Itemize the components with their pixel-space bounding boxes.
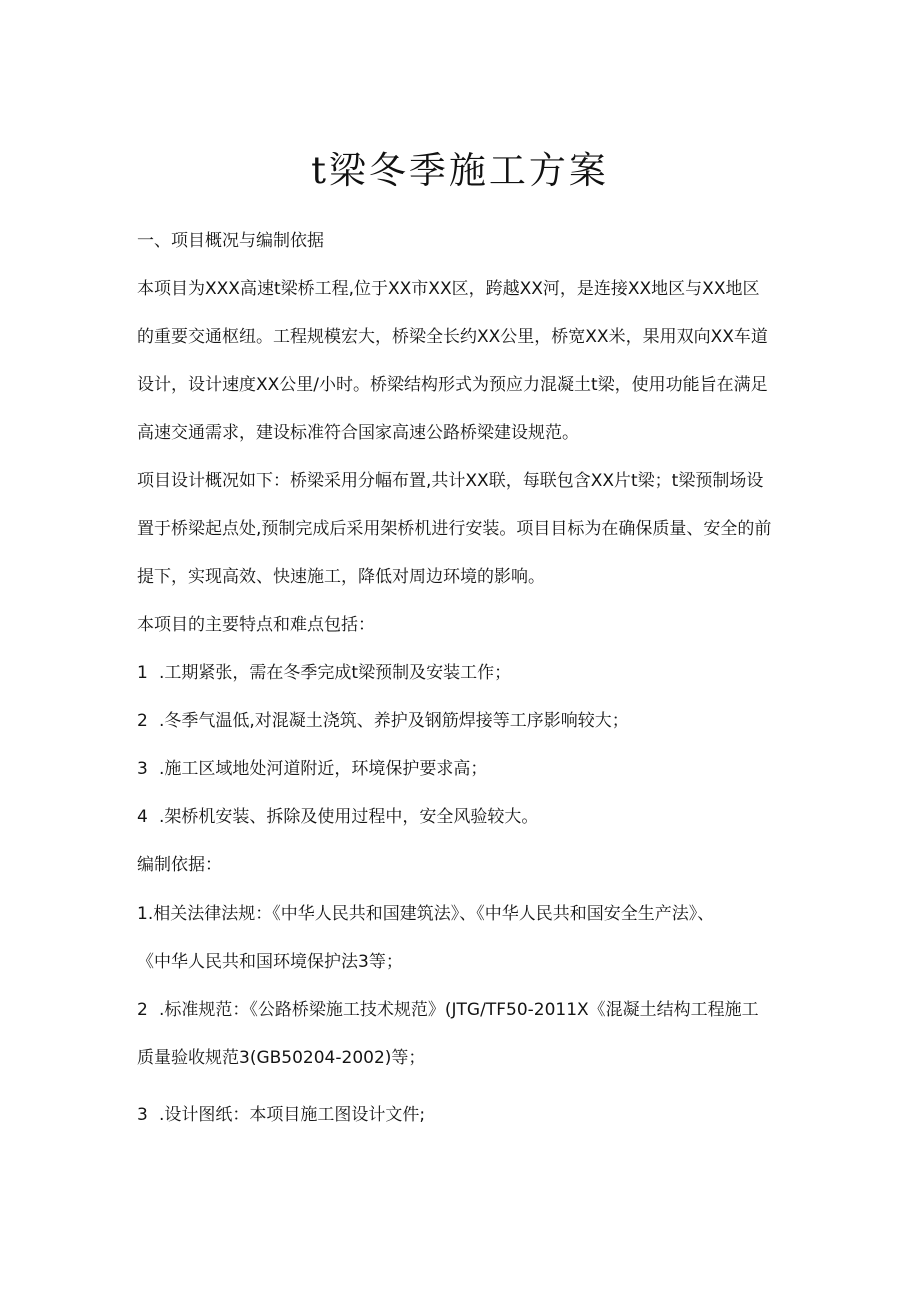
list-text: .设计图纸：本项目施工图设计文件; bbox=[159, 1105, 426, 1125]
list-number: 3 bbox=[137, 1105, 148, 1125]
paragraph-line: 质量验收规范3(GB50204-2002)等； bbox=[137, 1048, 426, 1068]
paragraph-line: 本项目为XXX高速t梁桥工程,位于XX市XX区，跨越XX河，是连接XX地区与XX地区 bbox=[137, 279, 760, 299]
list-number: 1 bbox=[137, 663, 148, 683]
list-item bbox=[137, 1103, 425, 1127]
list-number: 3 bbox=[137, 759, 148, 779]
list-item bbox=[137, 998, 759, 1022]
paragraph-line: 本项目的主要特点和难点包括： bbox=[137, 615, 375, 635]
list-text: .施工区域地处河道附近，环境保护要求高； bbox=[159, 759, 488, 779]
paragraph-line: 设计，设计速度XX公里/小时。桥梁结构形式为预应力混凝土t梁，使用功能旨在满足 bbox=[137, 375, 768, 395]
paragraph-line: 《中华人民共和国环境保护法3等； bbox=[137, 952, 403, 972]
list-text: .工期紧张，需在冬季完成t梁预制及安装工作； bbox=[159, 663, 512, 683]
paragraph-line: 1.相关法律法规：《中华人民共和国建筑法》、《中华人民共和国安全生产法》、 bbox=[137, 904, 715, 924]
list-item bbox=[137, 661, 511, 685]
list-text: .冬季气温低,对混凝土浇筑、养护及钢筋焊接等工序影响较大； bbox=[159, 711, 629, 731]
paragraph-line: 编制依据： bbox=[137, 855, 222, 875]
paragraph-line: 高速交通需求，建设标准符合国家高速公路桥梁建设规范。 bbox=[137, 423, 579, 443]
list-number: 2 bbox=[137, 711, 148, 731]
list-item bbox=[137, 805, 538, 829]
list-text: .标准规范：《公路桥梁施工技术规范》(JTG/TF50-2011X《混凝土结构工程施工 bbox=[159, 1000, 759, 1020]
document-title: t梁冬季施工方案 bbox=[311, 149, 609, 192]
paragraph-line: 提下，实现高效、快速施工，降低对周边环境的影响。 bbox=[137, 567, 545, 587]
list-item bbox=[137, 709, 629, 733]
list-item bbox=[137, 757, 487, 781]
paragraph-line: 置于桥梁起点处,预制完成后采用架桥机进行安装。项目目标为在确保质量、安全的前 bbox=[137, 519, 772, 539]
paragraph-line: 的重要交通枢纽。工程规模宏大，桥梁全长约XX公里，桥宽XX米，果用双向XX车道 bbox=[137, 327, 768, 347]
list-text: .架桥机安装、拆除及使用过程中，安全风验较大。 bbox=[159, 807, 539, 827]
paragraph-line: 项目设计概况如下：桥梁采用分幅布置,共计XX联，每联包含XX片t梁；t梁预制场设 bbox=[137, 471, 764, 491]
section-heading: 一、项目概况与编制依据 bbox=[137, 231, 324, 251]
list-number: 4 bbox=[137, 807, 148, 827]
list-number: 2 bbox=[137, 1000, 148, 1020]
